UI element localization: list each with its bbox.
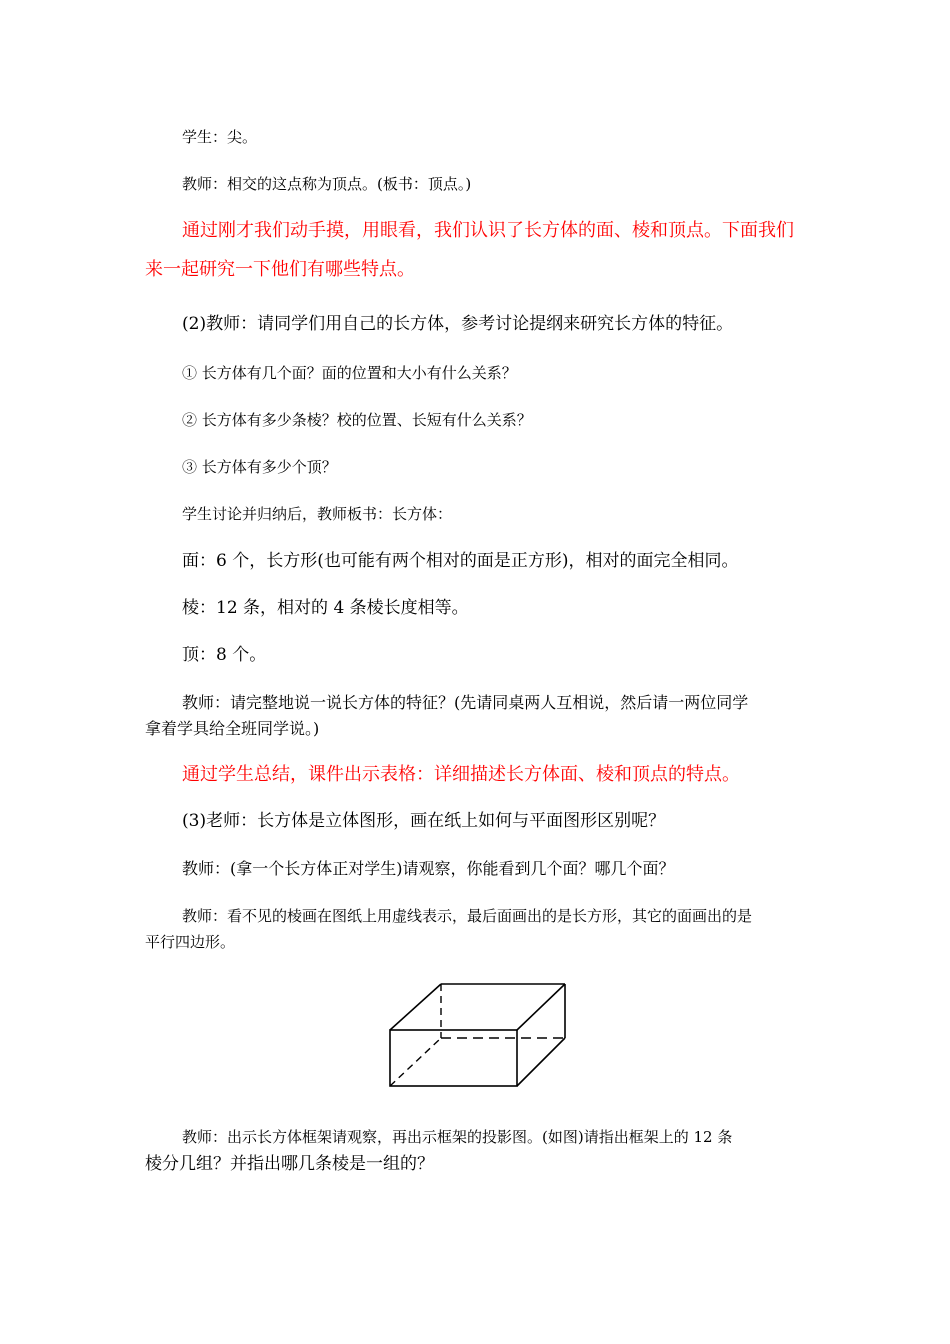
paragraph-describe-features-1: 教师：请完整地说一说长方体的特征？(先请同桌两人互相说，然后请一两位同学 bbox=[182, 693, 749, 712]
question-vertices: ③ 长方体有多少个顶？ bbox=[182, 458, 337, 476]
highlight-summary-line-1: 通过刚才我们动手摸，用眼看，我们认识了长方体的面、棱和顶点。下面我们 bbox=[182, 220, 794, 241]
feature-faces: 面：6 个，长方形(也可能有两个相对的面是正方形)，相对的面完全相同。 bbox=[182, 551, 739, 571]
paragraph-hidden-edges-2: 平行四边形。 bbox=[145, 933, 236, 951]
highlight-summary-line-2: 来一起研究一下他们有哪些特点。 bbox=[145, 259, 415, 280]
question-faces: ① 长方体有几个面？面的位置和大小有什么关系？ bbox=[182, 364, 517, 382]
highlight-courseware-table: 通过学生总结，课件出示表格：详细描述长方体面、棱和顶点的特点。 bbox=[182, 764, 740, 785]
paragraph-drawing-question: (3)老师：长方体是立体图形，画在纸上如何与平面图形区别呢？ bbox=[182, 811, 666, 831]
cuboid-figure bbox=[388, 982, 568, 1088]
feature-vertices: 顶：8 个。 bbox=[182, 645, 267, 665]
paragraph-observe-faces: 教师：(拿一个长方体正对学生)请观察，你能看到几个面？哪几个面？ bbox=[182, 859, 675, 878]
paragraph-student-answer: 学生：尖。 bbox=[182, 128, 258, 146]
question-edges: ② 长方体有多少条棱？校的位置、长短有什么关系？ bbox=[182, 411, 532, 429]
cuboid-top-right-edge bbox=[517, 984, 565, 1030]
cuboid-hidden-bottom-left-edge bbox=[390, 1038, 441, 1086]
paragraph-frame-projection-2: 棱分几组？并指出哪几条棱是一组的？ bbox=[145, 1154, 434, 1174]
paragraph-frame-projection-1: 教师：出示长方体框架请观察，再出示框架的投影图。(如图)请指出框架上的 12 条 bbox=[182, 1128, 733, 1146]
cuboid-bottom-right-edge bbox=[517, 1038, 565, 1086]
feature-edges: 棱：12 条，相对的 4 条棱长度相等。 bbox=[182, 598, 469, 618]
paragraph-describe-features-2: 拿着学具给全班同学说。) bbox=[145, 719, 320, 738]
paragraph-board-writing: 学生讨论并归纳后，教师板书：长方体： bbox=[182, 505, 453, 523]
cuboid-top-left-edge bbox=[390, 984, 441, 1030]
paragraph-teacher-vertex: 教师：相交的这点称为顶点。(板书：顶点。) bbox=[182, 175, 472, 193]
paragraph-hidden-edges-1: 教师：看不见的棱画在图纸上用虚线表示，最后面画出的是长方形，其它的面画出的是 bbox=[182, 907, 753, 925]
paragraph-research-prompt: (2)教师：请同学们用自己的长方体，参考讨论提纲来研究长方体的特征。 bbox=[182, 314, 734, 334]
